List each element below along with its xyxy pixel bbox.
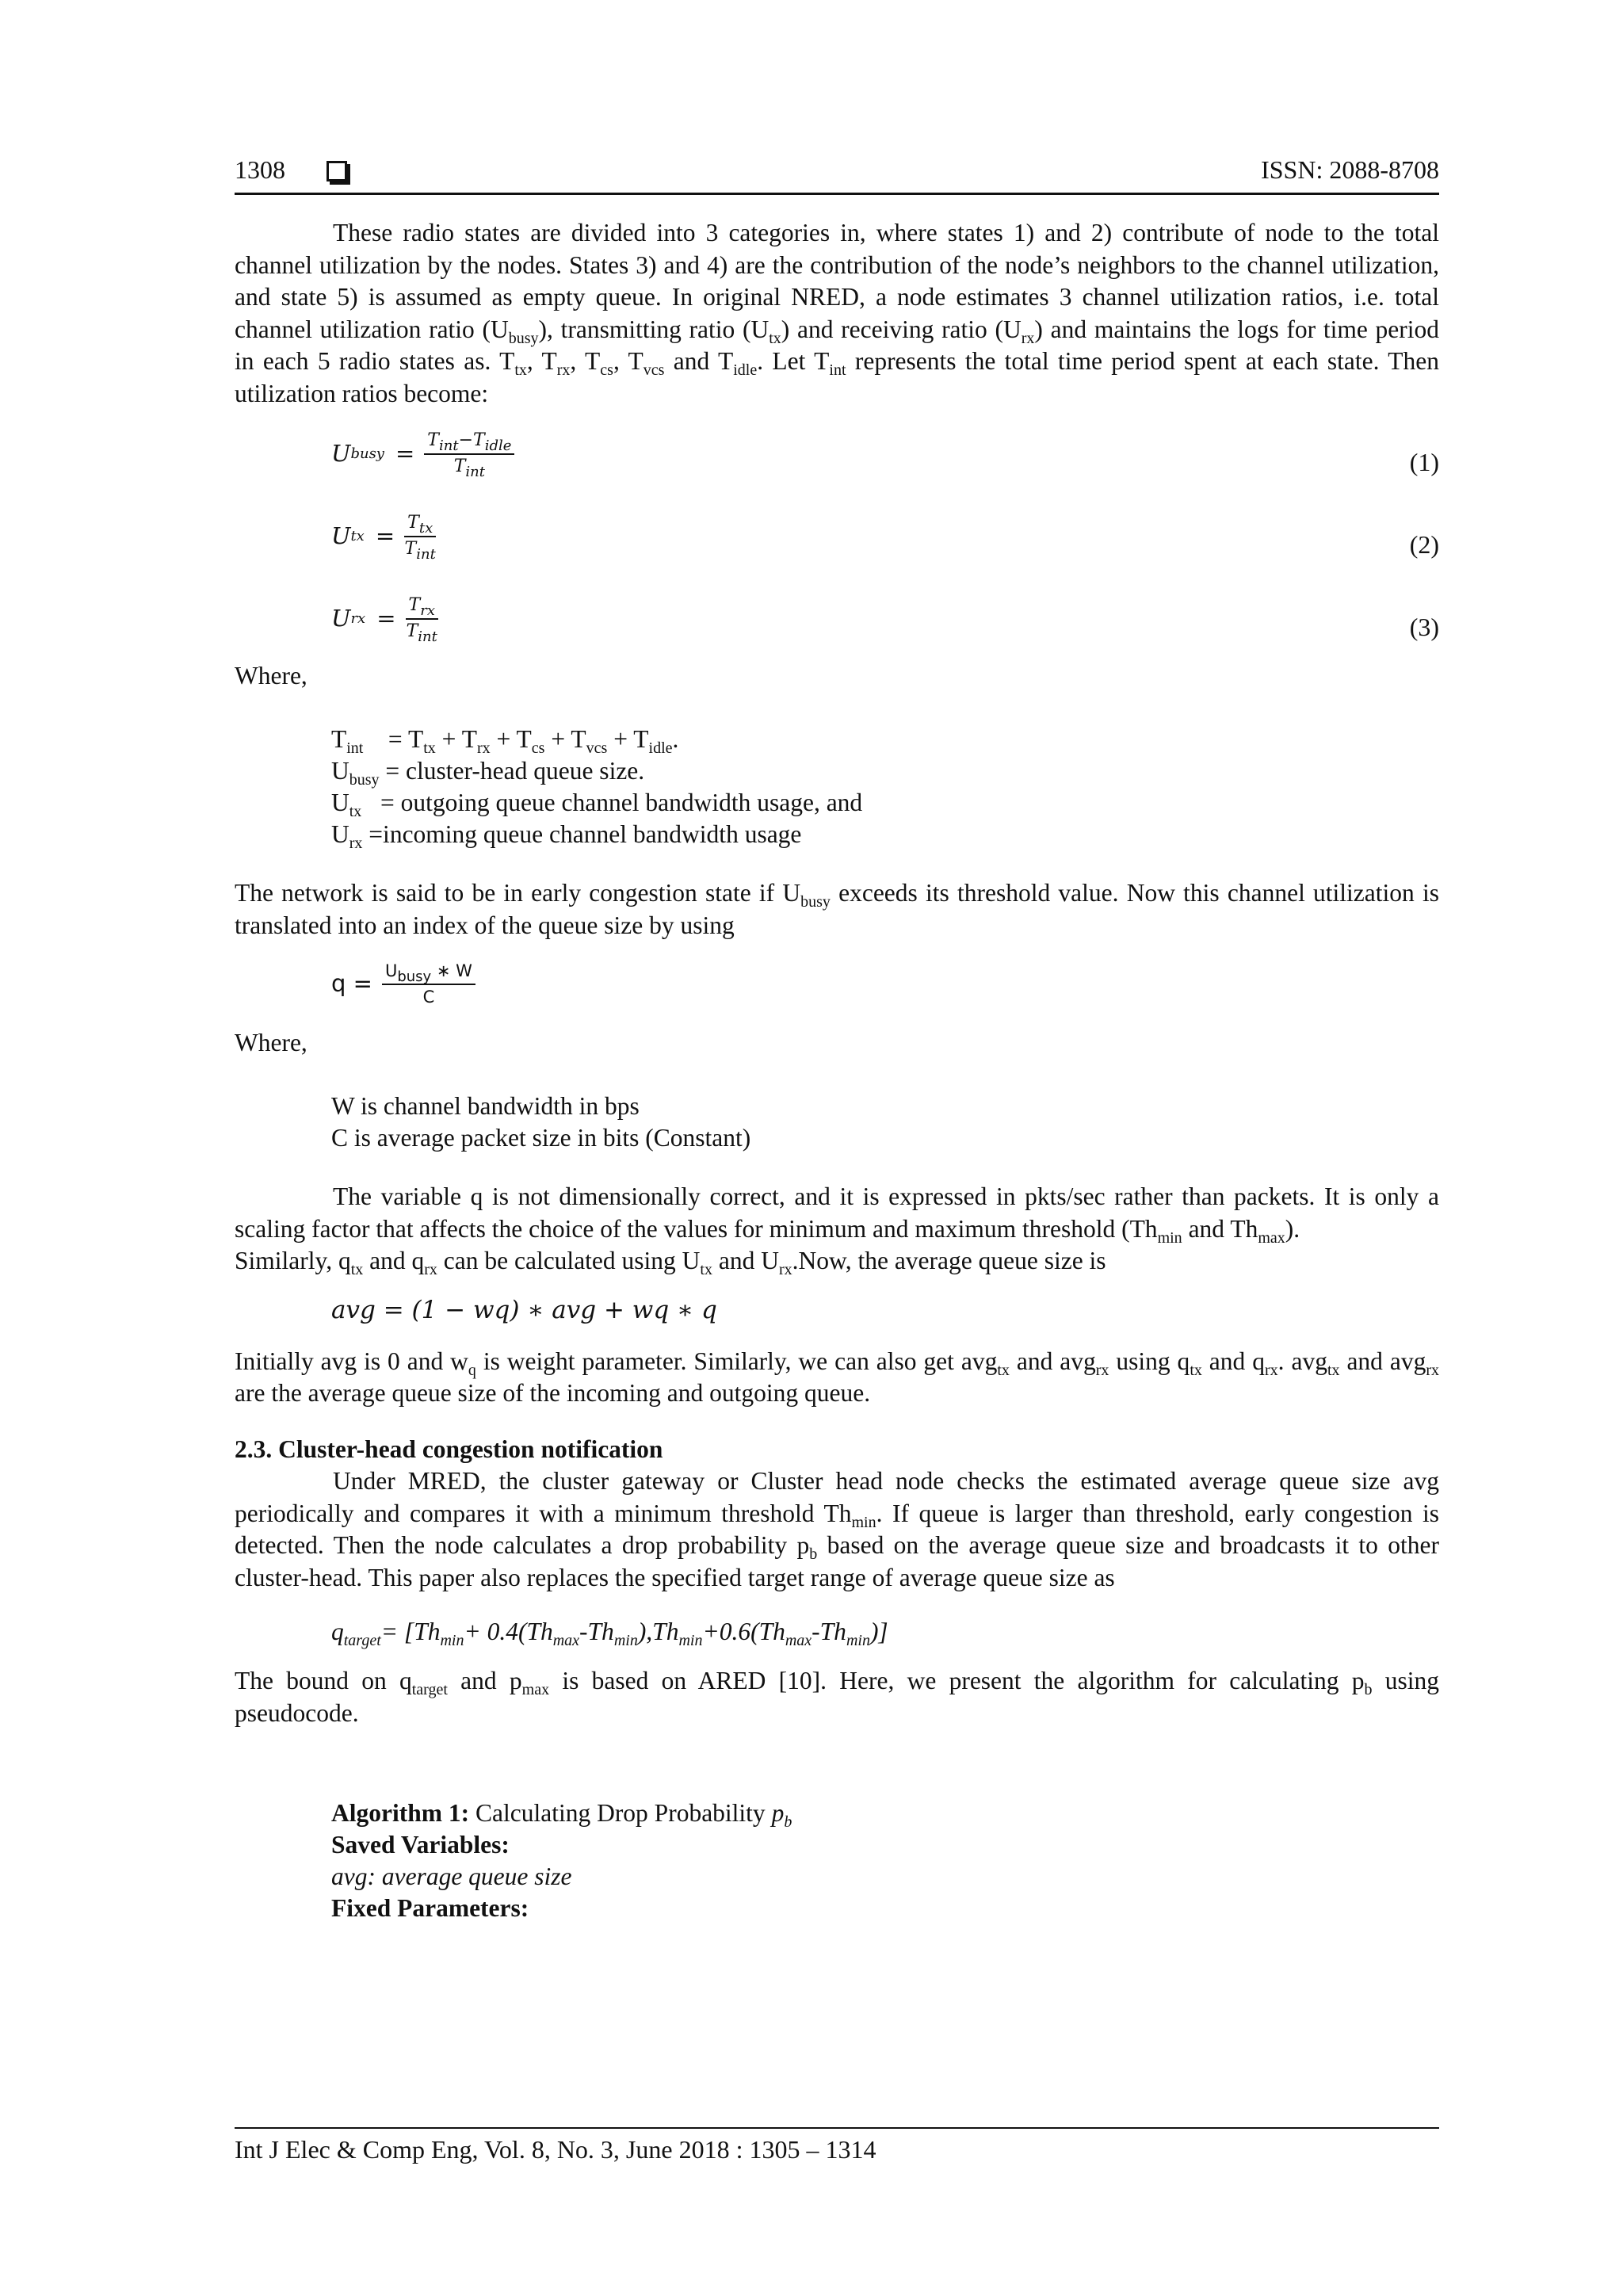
paragraph-4: Similarly, $q_{tx}$ and $q_{rx}$ can be calculated using $U_{tx}$ and $U_{rx}.Now$, the average queue size is: [235, 1247, 1106, 1278]
equation-number: (1): [1409, 448, 1439, 476]
header-rule: [235, 193, 1439, 195]
definition-urx: $U_{rx}$ =incoming queue channel bandwidth usage: [331, 820, 802, 852]
equation-2: U tx = $\frac{T_{tx}}{T_{int}}$ (2): [331, 513, 1439, 563]
issn: ISSN: 2088-8708: [1261, 155, 1439, 184]
saved-variable-avg: avg: average queue size: [331, 1862, 572, 1890]
footer-rule: [235, 2127, 1439, 2129]
paragraph-2: The network is said to be in early congestion state if $U_{busy}$ exceeds its threshold value. Now this channel utilization is translated into an index of the queue size by using: [235, 879, 1439, 939]
saved-variables-label: Saved Variables:: [331, 1831, 510, 1859]
page-footer: Int J Elec & Comp Eng, Vol. 8, No. 3, June 2018 : 1305 – 1314: [235, 2135, 876, 2164]
definition-list: [235, 724, 1439, 850]
definition-w: W is channel bandwidth in bps: [331, 1092, 640, 1120]
section-heading: 2.3. Cluster-head congestion notification: [235, 1435, 663, 1463]
equation-number: (3): [1409, 613, 1439, 641]
definition-ubusy: $U_{busy}$ = cluster-head queue size.: [331, 757, 645, 789]
definition-c: C is average packet size in bits (Constant): [331, 1124, 751, 1152]
page-header: [235, 155, 1439, 193]
where-label: Where,: [235, 662, 307, 690]
page-body: [235, 217, 1439, 1924]
algorithm-title: Algorithm 1: Calculating Drop Probability $p_b$: [331, 1799, 792, 1831]
q-equation: q = $\frac{\text{Ubusy ∗ W}}{C}$: [235, 953, 1439, 1027]
page-number: 1308: [235, 155, 285, 184]
definition-tint: $T_{int}$ = $T_{tx} + T_{rx} + T_{cs} + T_{vcs} + T_{idle}$.: [331, 725, 679, 757]
fixed-parameters-label: Fixed Parameters:: [331, 1894, 529, 1922]
algorithm-block: [235, 1797, 1439, 1924]
paragraph-5: Initially avg is 0 and $w_q$ is weight parameter. Similarly, we can also get avg$_{tx}$ and avg$_{rx}$ using $q_{tx}$ and $q_{rx}$. avg$_{tx}$ and avg$_{rx}$ are the average queue size of the incoming and outgoing queue.: [235, 1347, 1440, 1407]
avg-equation: avg = (1 − wq) ∗ avg + wq ∗ q: [331, 1295, 717, 1324]
equation-number: (2): [1409, 530, 1439, 559]
equation-1: U busy = $\frac{T_{int}-T_{idle}}{T_{int}}$ (1): [331, 430, 1439, 480]
paragraph-7: The bound on $q_{target}$ and $p_{max}$ is based on ARED [10]. Here, we present the algorithm for calculating $p_b$ using pseudocode.: [235, 1667, 1439, 1727]
paragraph-1: These radio states are divided into 3 categories in, where states 1) and 2) contribute of node to the total channel utilization by the nodes. States 3) and 4) are the contribution of the node’s neighbors to the channel utilization, and state 5) is assumed as empty queue. In original NRED, a node estimates 3 channel utilization ratios, i.e. total channel utilization ratio $(U_{busy})$, transmitting ratio $(U_{tx})$ and receiving ratio $(U_{rx})$ and maintains the logs for time period in each 5 radio states as. $T_{tx}$, $T_{rx}$, $T_{cs}$, $T_{vcs}$ and $T_{idle}$. Let $T_{int}$ represents the total time period spent at each state. Then utilization ratios become:: [235, 219, 1440, 407]
qtarget-equation: $q_{target}= [Th_{min}+ 0.4(Th_{max}-Th_{min}),Th_{min}+0.6(Th_{max}-Th_{min})]$: [331, 1618, 888, 1649]
paragraph-3: The variable q is not dimensionally correct, and it is expressed in pkts/sec rather than packets. It is only a scaling factor that affects the choice of the values for minimum and maximum threshold ($Th_{min}$ and $Th_{max}$).: [235, 1182, 1439, 1247]
square-icon: [327, 161, 347, 181]
definition-utx: $U_{tx}$ = outgoing queue channel bandwidth usage, and: [331, 789, 863, 820]
equation-3: U rx = $\frac{T_{rx}}{T_{int}}$ (3): [331, 595, 1439, 645]
where-label-2: Where,: [235, 1029, 307, 1056]
wc-definitions: [235, 1091, 1439, 1154]
paragraph-6: Under MRED, the cluster gateway or Cluster head node checks the estimated average queue size avg periodically and compares it with a minimum threshold $Th_{min}$. If queue is larger than threshold, early congestion is detected. Then the node calculates a drop probability $p_b$ based on the average queue size and broadcasts it to other cluster-head. This paper also replaces the specified target range of average queue size as: [235, 1467, 1440, 1591]
